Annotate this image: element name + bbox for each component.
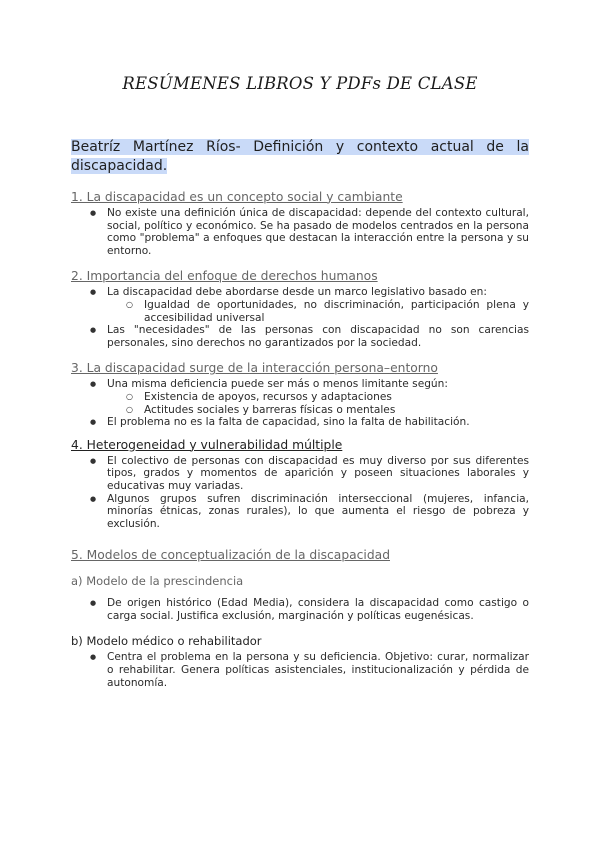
section-heading: 4. Heterogeneidad y vulnerabilidad múltiple [71, 437, 343, 452]
list-item: ● Algunos grupos sufren discriminación interseccional (mujeres, infancia, minorías étnicas, zonas rurales), lo que aumenta el riesgo de pobreza y exclusión. [71, 493, 529, 531]
list-item: ● De origen histórico (Edad Media), considera la discapacidad como castigo o carga social. Justifica exclusión, marginación y políticas eugenésicas. [71, 597, 529, 622]
bullet-list [71, 455, 529, 531]
list-item: ● Centra el problema en la persona y su deficiencia. Objetivo: curar, normalizar o rehabilitar. Genera políticas asistenciales, institucionalización y pérdida de autonomía. [71, 651, 529, 689]
bullet-list [71, 378, 529, 428]
list-item: ● El problema no es la falta de capacidad, sino la falta de habilitación. [71, 416, 529, 429]
document-title: RESÚMENES LIBROS Y PDFs DE CLASE [122, 74, 478, 93]
bullet-list [71, 597, 529, 622]
main-heading [71, 138, 529, 176]
list-item [71, 378, 529, 416]
document-body [71, 190, 529, 689]
list-item [71, 286, 529, 324]
bullet-list [71, 207, 529, 257]
list-item-text: La discapacidad debe abordarse desde un marco legislativo basado en: [107, 286, 487, 299]
section-heading: 2. Importancia del enfoque de derechos humanos [71, 269, 378, 284]
sub-bullet-list [107, 391, 529, 416]
sub-list-item: ○ Existencia de apoyos, recursos y adaptaciones [107, 391, 529, 404]
subsection-heading: a) Modelo de la prescindencia [71, 574, 244, 589]
bullet-list [71, 651, 529, 689]
sub-list-item: ○ Igualdad de oportunidades, no discriminación, participación plena y accesibilidad universal [107, 299, 529, 324]
bullet-list [71, 286, 529, 349]
list-item: ● El colectivo de personas con discapacidad es muy diverso por sus diferentes tipos, grados y momentos de aparición y poseen situaciones laborales y educativas muy variadas. [71, 455, 529, 493]
section-heading: 5. Modelos de conceptualización de la discapacidad [71, 548, 390, 563]
list-item-text: Una misma deficiencia puede ser más o menos limitante según: [107, 378, 448, 391]
list-item: ● Las "necesidades" de las personas con discapacidad no son carencias personales, sino derechos no garantizados por la sociedad. [71, 324, 529, 349]
sub-bullet-list [107, 299, 529, 324]
sub-list-item: ○ Actitudes sociales y barreras físicas o mentales [107, 404, 529, 417]
main-heading-text: Beatríz Martínez Ríos- Definición y contexto actual de la discapacidad. [71, 139, 529, 174]
section-heading: 1. La discapacidad es un concepto social y cambiante [71, 190, 403, 204]
subsection-heading: b) Modelo médico o rehabilitador [71, 634, 262, 649]
section-heading: 3. La discapacidad surge de la interacción persona–entorno [71, 361, 438, 376]
list-item: ● No existe una definición única de discapacidad: depende del contexto cultural, social, político y económico. Se ha pasado de modelos centrados en la persona como "problema" a enfoques que destacan la interacción entre la persona y su entorno. [71, 207, 529, 257]
